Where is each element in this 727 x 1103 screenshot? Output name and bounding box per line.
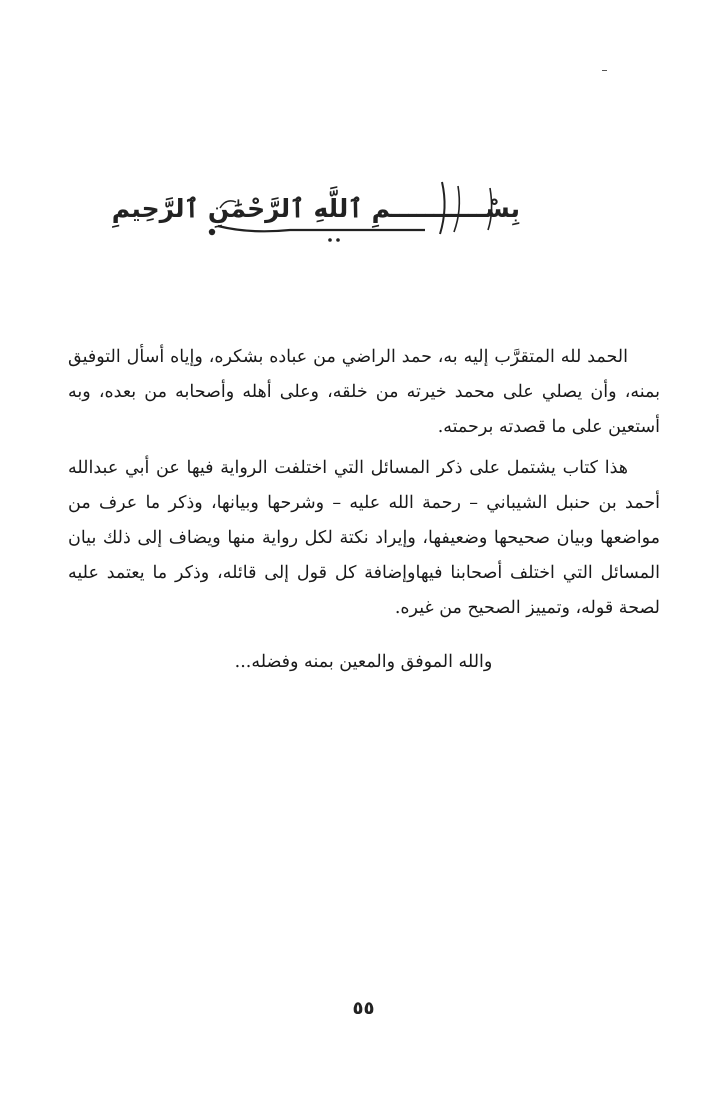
page-number: ٥٥ bbox=[352, 998, 375, 1019]
basmala-calligraphy bbox=[111, 168, 520, 253]
paragraph-book-description: هذا كتاب يشتمل على ذكر المسائل التي اختلفت الرواية فيها عن أبي عبدالله أحمد بن حنبل الشيباني – رحمة الله عليه – وشرحها وبيانها، وذكر ما عرف من مواضعها وبيان صحيحها وضعيفها، وإيراد نكتة لكل رواية منها ويضاف إلى ذلك بيان المسائل التي اختلف أصحابنا فيهاوإضافة كل قول إلى قائله، وذكر ما يعتمد عليه لصحة قوله، وتمييز الصحيح من غيره. bbox=[68, 458, 660, 618]
paragraph-opening: الحمد لله المتقرَّب إليه به، حمد الراضي من عباده بشكره، وإياه أسأل التوفيق بمنه، وأن يصلي على محمد خيرته من خلقه، وعلى أهله وأصحابه من بعده، وبه أستعين على ما قصدته برحمته. bbox=[68, 347, 660, 437]
basmala-text: بِسْـــــــــــمِ ٱللَّهِ ٱلرَّحْمَٰنِ ٱلرَّحِيمِ bbox=[111, 194, 520, 223]
main-text bbox=[68, 340, 660, 626]
closing-line: والله الموفق والمعين بمنه وفضله... bbox=[234, 652, 493, 672]
scan-speck bbox=[602, 70, 607, 71]
